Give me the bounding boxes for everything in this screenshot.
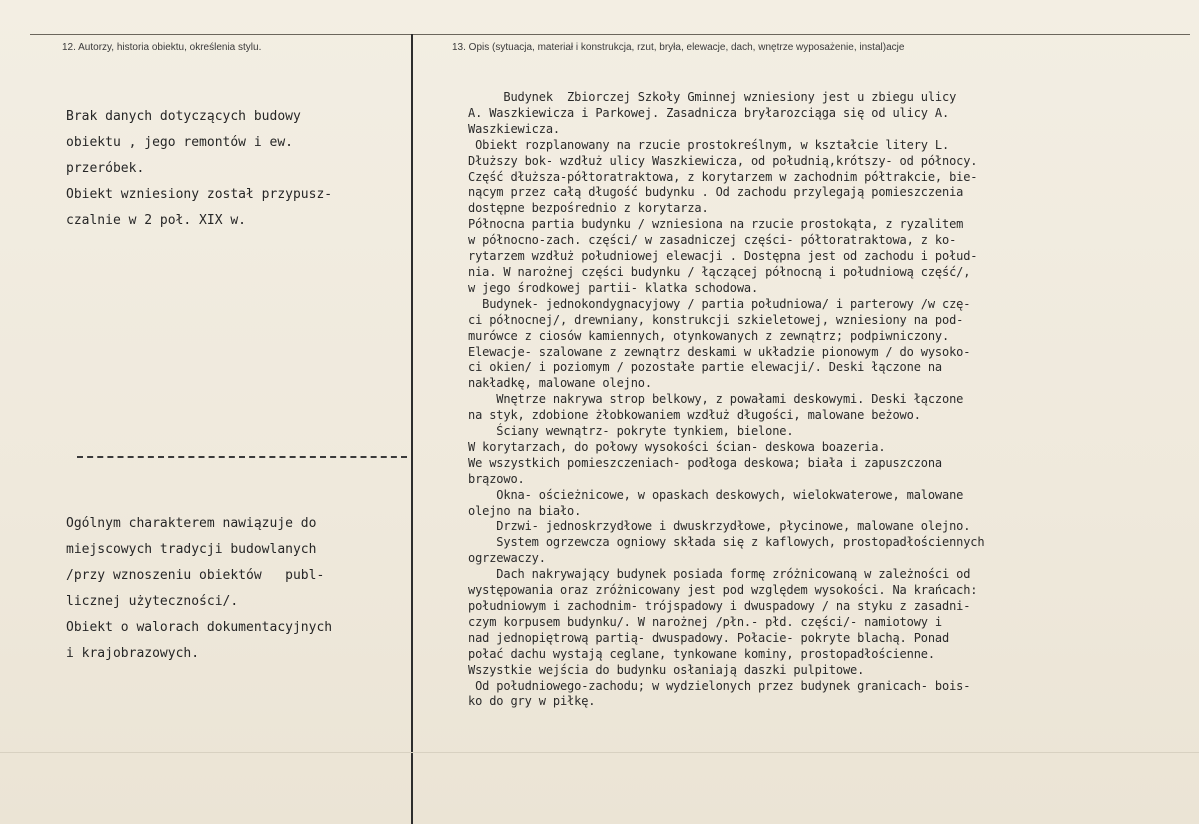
description-line: A. Waszkiewicza i Parkowej. Zasadnicza bryłarozciąga się od ulicy A. (468, 105, 950, 120)
description-line: Budynek- jednokondygnacyjowy / partia południowa/ i parterowy /w czę- (468, 296, 971, 311)
description-line: We wszystkich pomieszczeniach- podłoga deskowa; biała i zapuszczona (468, 455, 942, 470)
description-line: w jego środkowej partii- klatka schodowa. (468, 280, 759, 295)
description-line: czym korpusem budynku/. W narożnej /płn.- płd. części/- namiotowy i (468, 614, 942, 629)
description-line: Dłuższy bok- wzdłuż ulicy Waszkiewicza, od południą,krótszy- od północy. (468, 153, 978, 168)
description-line: Waszkiewicza. (468, 121, 560, 136)
description-line: Część dłuższa-półtoratraktowa, z korytarzem w zachodnim półtrakcie, bie- (468, 169, 978, 184)
description-line: Od południowego-zachodu; w wydzielonych przez budynek granicach- bois- (468, 678, 971, 693)
description-line: nącym przez całą długość budynku . Od zachodu przylegają pomieszczenia (468, 185, 964, 200)
description-text (468, 90, 1193, 710)
description-line: Wnętrze nakrywa strop belkowy, z powałami deskowymi. Deski łączone (468, 392, 964, 407)
description-line: połać dachu wystają ceglane, tynkowane kominy, prostopadłościenne. (468, 646, 935, 661)
description-line: Okna- ościeżnicowe, w opaskach deskowych, wielokwaterowe, malowane (468, 487, 964, 502)
description-line: ogrzewaczy. (468, 551, 546, 566)
section-13-header: 13. Opis (sytuacja, materiał i konstrukcja, rzut, bryła, elewacje, dach, wnętrze wyposażenie, instal)acje (452, 42, 905, 53)
description-line: Wszystkie wejścia do budynku osłaniają daszki pulpitowe. (468, 662, 865, 677)
description-line: nakładkę, malowane olejno. (468, 376, 652, 391)
description-line: południowym i zachodnim- trójspadowy i dwuspadowy / na styku z zasadni- (468, 599, 971, 613)
dashed-separator (77, 456, 407, 458)
description-line: na styk, zdobione żłobkowaniem wzdłuż długości, malowane beżowo. (468, 408, 921, 423)
text-line: Obiekt o walorach dokumentacyjnych (66, 620, 333, 635)
description-line: Budynek Zbiorczej Szkoły Gminnej wzniesiony jest u zbiegu ulicy (468, 90, 957, 104)
description-line: Obiekt rozplanowany na rzucie prostokreślnym, w kształcie litery L. (468, 137, 950, 152)
text-line: obiektu , jego remontów i ew. (66, 135, 293, 150)
description-line: brązowo. (468, 471, 525, 486)
bottom-rule (0, 752, 1199, 753)
description-line: Dach nakrywający budynek posiada formę zróżnicowaną w zależności od (468, 567, 971, 582)
description-line: dostępne bezpośrednio z korytarza. (468, 201, 709, 216)
description-line: Północna partia budynku / wzniesiona na rzucie prostokąta, z ryzalitem (468, 217, 964, 232)
text-line: Ogólnym charakterem nawiązuje do (66, 516, 317, 531)
description-line: W korytarzach, do połowy wysokości ścian- deskowa boazeria. (468, 439, 886, 454)
description-line: ci północnej/, drewniany, konstrukcji szkieletowej, wzniesiony na pod- (468, 312, 964, 327)
text-line: miejscowych tradycji budowlanych (66, 542, 317, 557)
description-line: ci okien/ i poziomym / pozostałe partie elewacji/. Deski łączone na (468, 360, 942, 375)
description-line: ko do gry w piłkę. (468, 694, 596, 709)
text-line: Brak danych dotyczących budowy (66, 109, 301, 124)
style-assessment-text (66, 511, 411, 667)
description-line: w północno-zach. części/ w zasadniczej części- półtoratraktowa, z ko- (468, 233, 957, 248)
column-divider (411, 34, 413, 824)
description-line: rytarzem wzdłuż południowej elewacji . Dostępna jest od zachodu i połud- (468, 249, 978, 264)
authors-history-text (66, 104, 411, 234)
text-line: Obiekt wzniesiony został przypusz- (66, 187, 333, 202)
text-line: przeróbek. (66, 161, 145, 176)
text-line: /przy wznoszeniu obiektów publ- (66, 568, 325, 583)
description-line: murówce z ciosów kamiennych, otynkowanych z zewnątrz; podpiwniczony. (468, 328, 950, 343)
text-line: licznej użyteczności/. (66, 594, 239, 609)
text-line: i krajobrazowych. (66, 646, 200, 661)
description-line: nad jednopiętrową partią- dwuspadowy. Połacie- pokryte blachą. Ponad (468, 630, 950, 645)
description-line: nia. W narożnej części budynku / łączącej północną i południową część/, (468, 264, 971, 279)
description-line: Elewacje- szalowane z zewnątrz deskami w układzie pionowym / do wysoko- (468, 344, 971, 359)
section-12-header: 12. Autorzy, historia obiektu, określenia stylu. (62, 42, 262, 53)
description-line: Drzwi- jednoskrzydłowe i dwuskrzydłowe, płycinowe, malowane olejno. (468, 519, 971, 534)
description-line: System ogrzewcza ogniowy składa się z kaflowych, prostopadłościennych (468, 535, 985, 550)
description-line: występowania oraz zróżnicowany jest pod względem wysokości. Na krańcach: (468, 583, 978, 598)
description-line: olejno na biało. (468, 503, 582, 518)
text-line: czalnie w 2 poł. XIX w. (66, 213, 247, 228)
description-line: Ściany wewnątrz- pokryte tynkiem, bielone. (468, 424, 794, 439)
top-rule (30, 34, 1190, 35)
